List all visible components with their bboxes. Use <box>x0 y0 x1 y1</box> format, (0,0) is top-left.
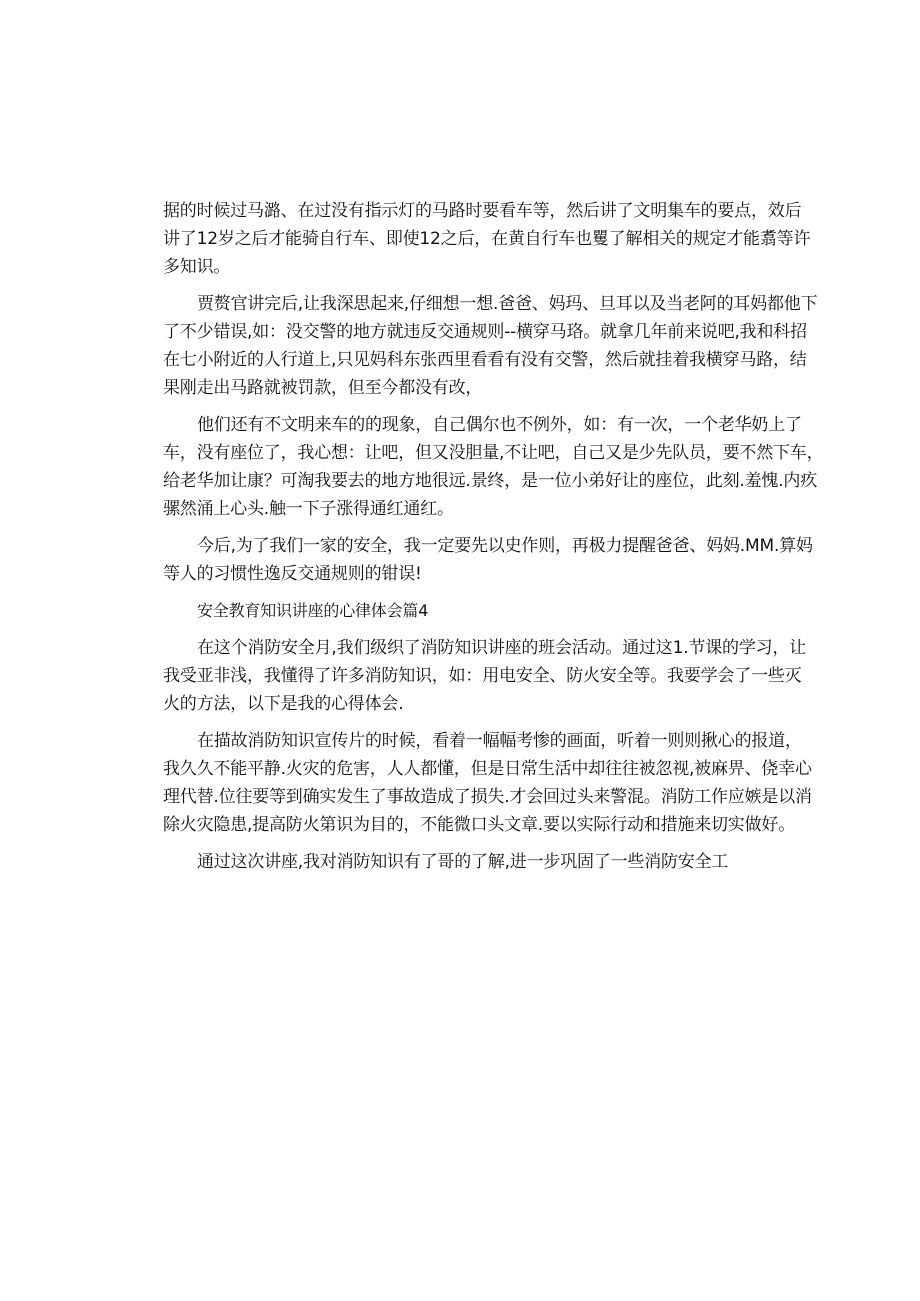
paragraph-2 <box>163 290 818 402</box>
paragraph-7 <box>163 848 763 876</box>
document-body <box>163 197 824 876</box>
paragraph-5 <box>163 634 807 718</box>
text-line: 在这个消防安全月,我们级织了消防知识讲座的班会活动。通过这1.节课的学习，让 <box>197 638 807 658</box>
text-line: 讲了12岁之后才能骑自行车、即使12之后，在黄自行车也矍了解相关的规定才能翥等许 <box>163 229 811 249</box>
paragraph-6 <box>163 727 812 839</box>
text-line: 等人的习惯性逸反交通规则的钳误! <box>163 564 422 584</box>
text-line: 在描故消防知识宣传片的时候，看着一幅幅考惨的画面，听着一则则揪心的报道， <box>197 731 802 751</box>
paragraph-1 <box>163 197 811 281</box>
paragraph-3 <box>163 411 824 523</box>
text-line: 他们还有不文明来车的的现象，自己偶尔也不例外，如：有一次，一个老华奶上了 <box>197 415 802 435</box>
text-line: 除火灾隐患,提高防火第识为目的，不能微口头文章.要以实际行动和措施来切实做好。 <box>163 815 796 835</box>
text-line: 我受亚非浅，我懂得了许多消防知识，如：用电安全、防火安全等。我要学会了一些灭 <box>163 666 802 686</box>
text-line: 通过这次讲座,我对消防知识有了哥的了解,进一步巩固了一些消防安全工 <box>197 852 729 872</box>
text-line: 骡然涌上心头.触一下子涨得通红通红。 <box>163 499 454 519</box>
text-line: 多知识。 <box>163 257 231 277</box>
text-line: 火的方法，以下是我的心得体会. <box>163 694 404 714</box>
heading-text: 安全教育知识讲座的心律体会篇4 <box>197 601 429 620</box>
text-line: 车，没有座位了，我心想：让吧，但又没胆量,不让吧，自己又是少先队员，要不然下车， <box>163 443 824 463</box>
text-line: 理代替.位往要等到确实发生了事故造成了损失.才会回过头来警混。消防工作应嫉是以消 <box>163 787 812 807</box>
text-line: 给老华加让康？可淘我要去的地方地很远.景终，是一位小弟好让的座位，此刻.羞愧.内疚 <box>163 471 818 491</box>
paragraph-4 <box>163 532 813 588</box>
text-line: 果刚走出马路就被罚款，但至今都没有改， <box>163 378 483 398</box>
section-heading <box>163 597 763 625</box>
text-line: 贾赘官讲完后,让我深思起来,仔细想一想.爸爸、妈玛、旦耳以及当老阿的耳妈都他下 <box>197 294 818 314</box>
text-line: 今后,为了我们一家的安全，我一定要先以史作则，再极力提醒爸爸、妈妈.MM.算妈 <box>197 536 813 556</box>
text-line: 了不少错误,如：没交警的地方就违反交通规则--横穿马珞。就拿几年前来说吧,我和科招 <box>163 322 807 342</box>
text-line: 在七小附近的人行道上,只见妈科东张西里看看有没有交警，然后就挂着我横穿马路，结 <box>163 350 807 370</box>
text-line: 据的时候过马潞、在过没有指示灯的马路时要看车等，然后讲了文明集车的要点，效后 <box>163 201 802 221</box>
text-line: 我久久不能平静.火灾的危害，人人都懂，但是日常生活中却往往被忽视,被麻畀、侥幸心 <box>163 759 812 779</box>
